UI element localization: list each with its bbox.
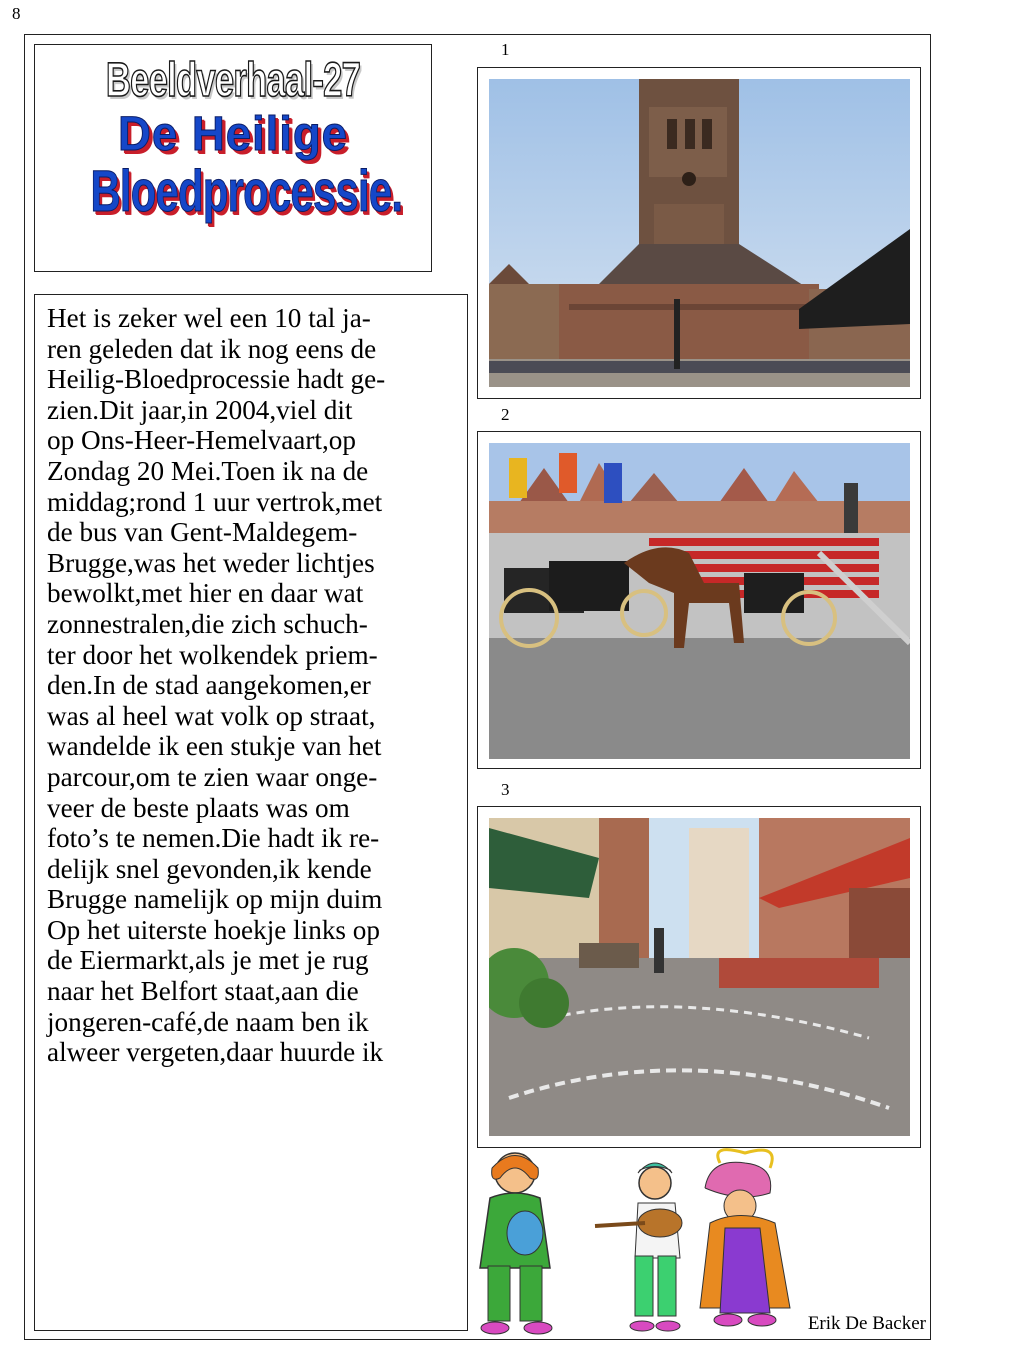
cartoon-figures bbox=[470, 1148, 800, 1343]
title-box bbox=[34, 44, 432, 272]
photo-caption-1: 1 bbox=[501, 40, 510, 59]
text-line: foto’s te nemen.Die hadt ik re- bbox=[47, 823, 380, 854]
photo-frame-1 bbox=[477, 67, 921, 399]
page-number: 8 bbox=[12, 4, 21, 23]
photo-frame-2 bbox=[477, 431, 921, 769]
text-line: middag;rond 1 uur vertrok,met bbox=[47, 486, 383, 517]
lute-player-figure bbox=[595, 1163, 682, 1331]
photo-frame-3 bbox=[477, 806, 921, 1148]
photo-street bbox=[489, 818, 910, 1136]
text-line: Op het uiterste hoekje links op bbox=[47, 914, 380, 945]
turban-figure bbox=[700, 1150, 790, 1326]
text-line: wandelde ik een stukje van het bbox=[47, 731, 382, 762]
series-title: Beeldverhaal-27 bbox=[105, 54, 361, 107]
text-line: de Eiermarkt,als je met je rug bbox=[47, 945, 369, 976]
story-title-line-1: De Heilige bbox=[118, 108, 348, 161]
text-line: Brugge,was het weder lichtjes bbox=[47, 547, 375, 578]
text-line: de bus van Gent-Maldegem- bbox=[47, 517, 358, 548]
nobleman-figure bbox=[480, 1153, 552, 1334]
photo-belfort bbox=[489, 79, 910, 387]
text-line: Het is zeker wel een 10 tal ja- bbox=[47, 303, 371, 333]
text-line: alweer vergeten,daar huurde ik bbox=[47, 1037, 384, 1068]
text-line: parcour,om te zien waar onge- bbox=[47, 761, 378, 792]
text-line: ren geleden dat ik nog eens de bbox=[47, 333, 377, 364]
text-line: delijk snel gevonden,ik kende bbox=[47, 853, 372, 884]
story-text-box bbox=[34, 294, 468, 1331]
text-line: Zondag 20 Mei.Toen ik na de bbox=[47, 455, 369, 486]
text-line: Brugge namelijk op mijn duim bbox=[47, 884, 383, 915]
text-line: was al heel wat volk op straat, bbox=[47, 700, 376, 731]
text-line: zonnestralen,die zich schuch- bbox=[47, 608, 368, 639]
text-line: zien.Dit jaar,in 2004,viel dit bbox=[47, 394, 353, 425]
text-line: den.In de stad aangekomen,er bbox=[47, 670, 371, 701]
photo-carriage bbox=[489, 443, 910, 759]
author-credit: Erik De Backer bbox=[807, 1313, 926, 1334]
text-line: veer de beste plaats was om bbox=[47, 792, 350, 823]
text-line: jongeren-café,de naam ben ik bbox=[47, 1006, 369, 1037]
story-title-line-2: Bloedprocessie. bbox=[90, 159, 403, 224]
text-line: bewolkt,met hier en daar wat bbox=[47, 578, 364, 609]
text-line: Heilig-Bloedprocessie hadt ge- bbox=[47, 364, 386, 395]
text-line: op Ons-Heer-Hemelvaart,op bbox=[47, 425, 356, 456]
text-line: ter door het wolkendek priem- bbox=[47, 639, 378, 670]
text-line: naar het Belfort staat,aan die bbox=[47, 976, 359, 1007]
photo-caption-2: 2 bbox=[501, 405, 510, 424]
photo-caption-3: 3 bbox=[501, 780, 510, 799]
